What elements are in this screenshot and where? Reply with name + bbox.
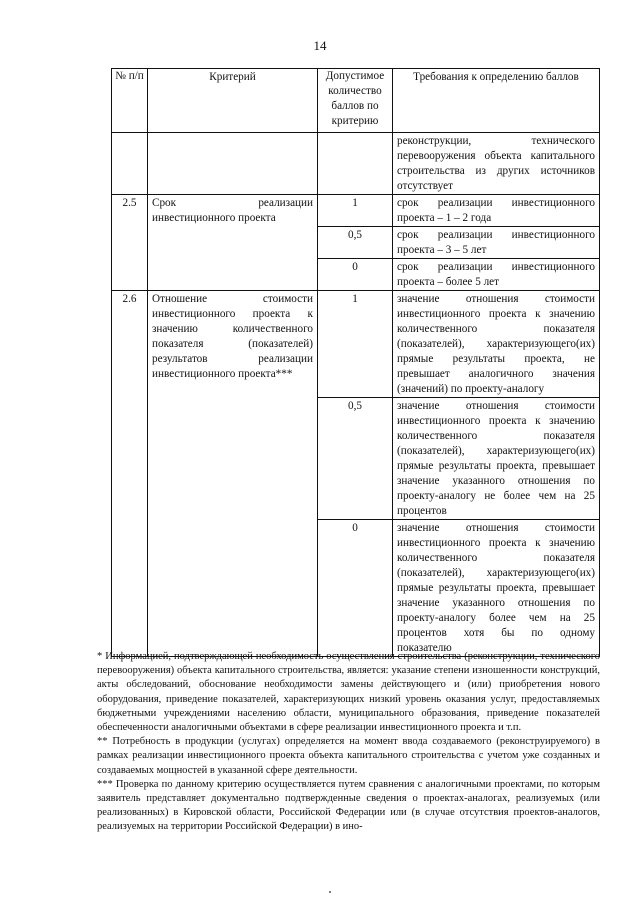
table-row (112, 291, 600, 398)
footnotes (97, 650, 600, 835)
score-value: 1 (318, 195, 393, 227)
requirement-text: значение отношения стоимости инвестиционного проекта к значению количественного показателя (показателей), характеризующего(их) прямые результаты проекта, превышает значение указанного отношения по проекту-аналогу более чем на 25 процентов хотя бы по одному показателю (393, 520, 600, 657)
score-value: 0 (318, 520, 393, 657)
footnote-2: ** Потребность в продукции (услугах) определяется на момент ввода создаваемого (реконструируемого) в рамках реализации инвестиционного проекта объекта капитального строительства с учетом уже созданных и создаваемых мощностей в указанной сфере деятельности. (97, 736, 600, 776)
cell-empty (148, 133, 318, 195)
criteria-table (111, 68, 600, 657)
requirement-text: срок реализации инвестиционного проекта – 1 – 2 года (393, 195, 600, 227)
table-row (112, 195, 600, 227)
score-value: 0 (318, 259, 393, 291)
header-allowed-points: Допустимое количество баллов по критерию (318, 69, 393, 133)
score-value: 0,5 (318, 398, 393, 520)
page-number: 14 (313, 38, 327, 53)
requirement-text: значение отношения стоимости инвестиционного проекта к значению количественного показателя (показателей), характеризующего(их) прямые результаты проекта, не превышает аналогичного значения (значений) по проекту-аналогу (393, 291, 600, 398)
row-number: 2.5 (112, 195, 148, 291)
header-criterion: Критерий (148, 69, 318, 133)
table-row-continuation (112, 133, 600, 195)
requirement-text: значение отношения стоимости инвестиционного проекта к значению количественного показателя (показателей), характеризующего(их) прямые результаты проекта, превышает значение указанного отношения по проекту-аналогу не более чем на 25 процентов (393, 398, 600, 520)
table-header-row (112, 69, 600, 133)
criterion-text: Срок реализации инвестиционного проекта (148, 195, 318, 291)
cell-empty (112, 133, 148, 195)
footnote-1: * Информацией, подтверждающей необходимость осуществления строительства (реконструкции, технического перевооружения) объекта капитального строительства, является: указание степени изношенности конструкций, акты обследований, обоснование необходимости замены действующего и (или) приобретения нового оборудования, приведение показателей, характеризующих низкий уровень оказания услуг, предоставляемых бюджетными учреждениями населению области, муниципального образования, приведение показателей обеспеченности аналогичными объектами в сфере реализации инвестиционного проекта и т.п. (97, 651, 600, 734)
score-value: 1 (318, 291, 393, 398)
header-requirements: Требования к определению баллов (393, 69, 600, 133)
header-number: № п/п (112, 69, 148, 133)
criterion-text: Отношение стоимости инвестиционного проекта к значению количественного показателя (показателей) результатов реализации инвестиционного проекта*** (148, 291, 318, 657)
requirement-text: срок реализации инвестиционного проекта – более 5 лет (393, 259, 600, 291)
requirement-continuation: реконструкции, технического перевооружения объекта капитального строительства из других источников отсутствует (393, 133, 600, 195)
requirement-text: срок реализации инвестиционного проекта – 3 – 5 лет (393, 227, 600, 259)
footnote-3: *** Проверка по данному критерию осуществляется путем сравнения с аналогичными проектами, по которым заявитель представляет документально подтвержденные сведения о проектах-аналогах, реализуемых (или реализованных) в Кировской области, Российской Федерации или (в случае отсутствия проектов-аналогов, реализуемых на территории Российской Федерации) в ино- (97, 778, 600, 833)
row-number: 2.6 (112, 291, 148, 657)
score-value: 0,5 (318, 227, 393, 259)
cell-empty (318, 133, 393, 195)
scan-speck (329, 891, 331, 893)
